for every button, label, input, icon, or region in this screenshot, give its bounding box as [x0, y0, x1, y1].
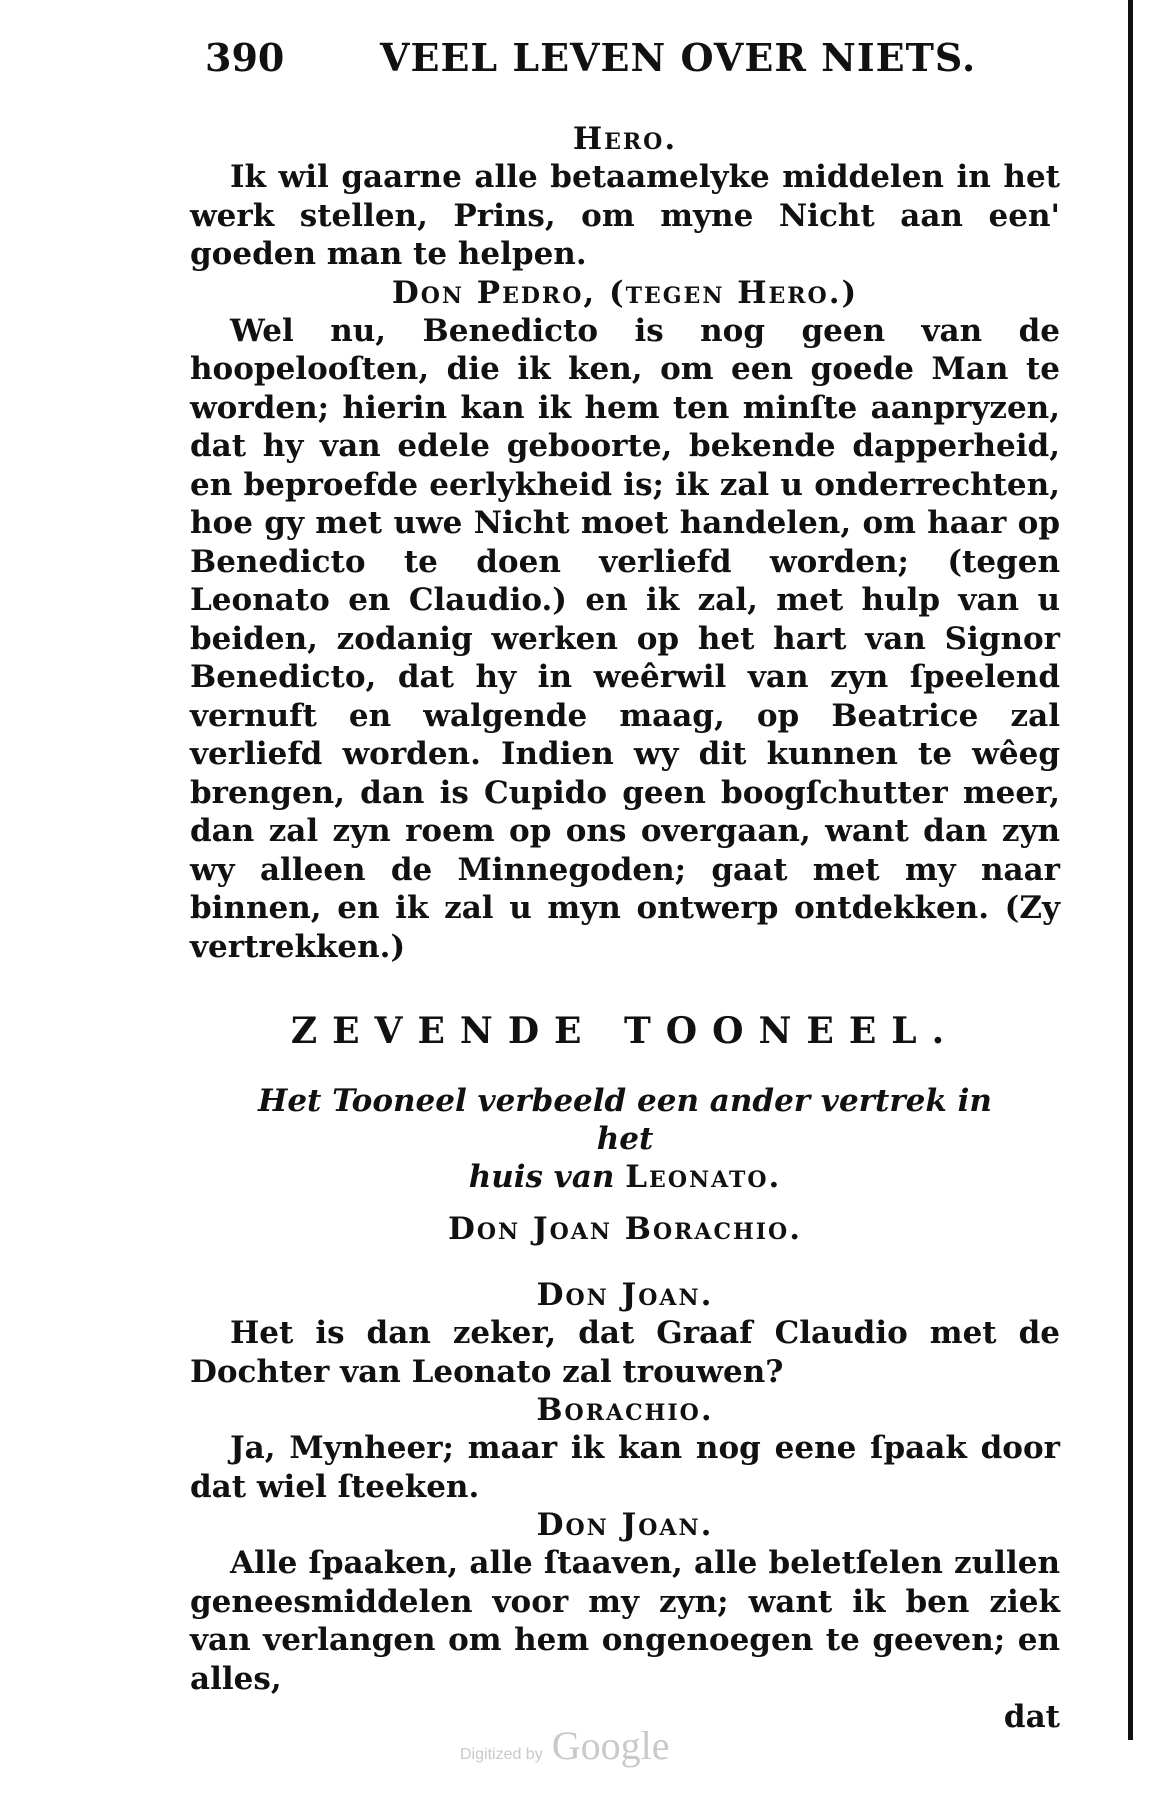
- speaker-heading: Don Pedro, (tegen Hero.): [391, 274, 859, 311]
- speech-paragraph: Ik wil gaarne alle betaamelyke middelen in het werk stellen, Prins, om myne Nicht aan een' goeden man te helpen.: [190, 159, 1060, 272]
- stage-direction: Het Tooneel verbeeld een ander vertrek in het huis van Leonato.: [258, 1083, 992, 1195]
- speech-paragraph: Alle ſpaaken, alle ſtaaven, alle beletſelen zullen geneesmiddelen voor my zyn; want ik ben ziek van verlangen om hem ongenoegen te geeven; en alles,: [190, 1545, 1060, 1697]
- watermark-small-text: Digitized by: [460, 1746, 543, 1763]
- digitized-watermark: [460, 1722, 710, 1772]
- google-logo: Google: [551, 1723, 670, 1768]
- speaker-heading: Borachio.: [536, 1392, 714, 1428]
- page-header: [205, 35, 1025, 95]
- speech-paragraph: Ja, Mynheer; maar ik kan nog eene ſpaak door dat wiel ſteeken.: [190, 1430, 1060, 1505]
- speaker-heading: Hero.: [572, 121, 678, 157]
- speaker-heading: Don Joan.: [536, 1277, 714, 1313]
- page-number: 390: [205, 35, 285, 80]
- scene-title: ZEVENDE TOONEEL.: [290, 1010, 960, 1052]
- speech-paragraph: Het is dan zeker, dat Graaf Claudio met de Dochter van Leonato zal trouwen?: [190, 1315, 1060, 1390]
- page-edge-line: [1128, 0, 1133, 1740]
- speaker-heading: Don Joan.: [536, 1507, 714, 1543]
- characters-on-stage: Don Joan Borachio.: [447, 1211, 802, 1247]
- running-title: VEEL LEVEN OVER NIETS.: [380, 35, 977, 80]
- speech-paragraph: Wel nu, Benedicto is nog geen van de hoopelooſten, die ik ken, om een goede Man te worden; hierin kan ik hem ten minſte aanpryzen, dat hy van edele geboorte, bekende dapperheid, en beproefde eerlykheid is; ik zal u onderrechten, hoe gy met uwe Nicht moet handelen, om haar op Benedicto te doen verliefd worden; (tegen Leonato en Claudio.) en ik zal, met hulp van u beiden, zodanig werken op het hart van Signor Benedicto, dat hy in weêrwil van zyn ſpeelend vernuft en walgende maag, op Beatrice zal verliefd worden. Indien wy dit kunnen te wêeg brengen, dan is Cupido geen boogſchutter meer, dan zal zyn roem op ons overgaan, want dan zyn wy alleen de Minnegoden; gaat met my naar binnen, en ik zal u myn ontwerp ontdekken. (Zy vertrekken.): [190, 312, 1060, 965]
- catchword: dat: [1003, 1699, 1060, 1735]
- page-body: [190, 120, 1060, 1736]
